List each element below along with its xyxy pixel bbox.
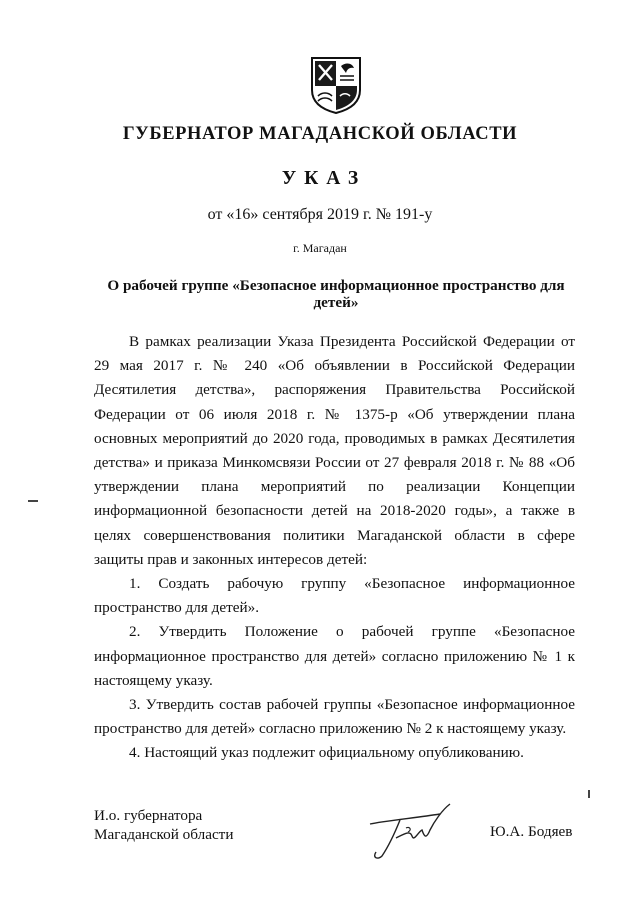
decree-place: г. Магадан bbox=[293, 241, 347, 255]
preamble-paragraph: В рамках реализации Указа Президента Российской Федерации от 29 мая 2017 г. № 240 «Об объявлении в Российской Федерации Десятилетия детства», распоряжения Правительства Российской Федерации от 06 июля 2018 г. № 1375-р «Об утверждении плана основных мероприятий до 2020 года, проводимых в рамках Десятилетия детства» и приказа Минкомсвязи России от 27 февраля 2018 г. № 88 «Об утверждении плана мероприятий по реализации Концепции информационной безопасности детей на 2018-2020 годы», а также в целях совершенствования политики Магаданской области в сфере защиты прав и законных интересов детей: bbox=[94, 333, 575, 568]
decree-subject: О рабочей группе «Безопасное информационное пространство для детей» bbox=[107, 277, 565, 311]
decree-item-1: 1. Создать рабочую группу «Безопасное информационное пространство для детей». bbox=[94, 575, 575, 617]
decree-item-4: 4. Настоящий указ подлежит официальному опубликованию. bbox=[129, 744, 524, 762]
decree-item-2: 2. Утвердить Положение о рабочей группе «Безопасное информационное пространство для детей» согласно приложению № 1 к настоящему указу. bbox=[94, 623, 575, 689]
handwritten-signature-icon bbox=[360, 800, 460, 862]
governor-title: ГУБЕРНАТОР МАГАДАНСКОЙ ОБЛАСТИ bbox=[122, 124, 518, 144]
decree-date: от «16» сентября 2019 г. № 191-у bbox=[207, 206, 433, 223]
coat-of-arms-emblem-icon bbox=[310, 56, 362, 114]
signatory-position-line1: И.о. губернатора bbox=[94, 807, 203, 824]
scan-artifact bbox=[28, 500, 38, 502]
signatory-name: Ю.А. Бодяев bbox=[490, 823, 573, 840]
decree-item-3: 3. Утвердить состав рабочей группы «Безопасное информационное пространство для детей» согласно приложению № 2 к настоящему указу. bbox=[94, 696, 575, 738]
decree-title: УКАЗ bbox=[281, 168, 367, 189]
scan-artifact bbox=[588, 790, 590, 798]
signatory-position-line2: Магаданской области bbox=[94, 826, 234, 843]
signatory-position bbox=[94, 806, 233, 844]
decree-body bbox=[94, 330, 575, 766]
